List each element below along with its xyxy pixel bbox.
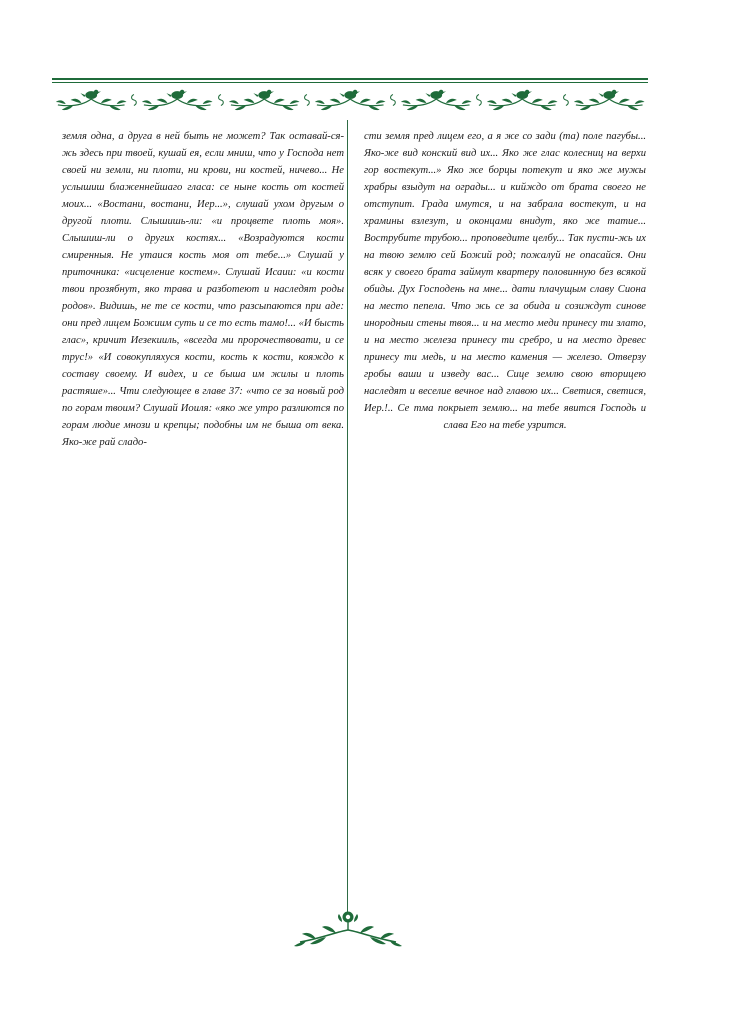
scroll-separator-icon xyxy=(130,93,138,107)
bird-garland-icon xyxy=(397,85,475,115)
scroll-separator-icon xyxy=(217,93,225,107)
garland-row xyxy=(52,84,648,116)
column-divider xyxy=(347,120,348,920)
left-column xyxy=(62,128,344,451)
bird-garland-icon xyxy=(483,85,561,115)
border-rule-thin xyxy=(52,82,648,83)
left-column-text: земля одна, а друга в ней быть не может? Так оставай-ся-жь здесь при твоей, кушай ея, если мниш, что у Господа нет своей ни земли, ни плоти, ни крови, ни костей, ничево... Не услышиш блаженнейшаго гласа: се ныне кость от костей моих... «Востани, востани, Иер...», слушай ухом другым о другой плоти. Слышишь-ли: «и процвете плоть моя». Слышиш-ли о других костях... «Возрадуются кости смиренныя. Не утаися кость моя от тебе...» Слушай у приточника: «исцеление костем». Слушай Исаии: «и кости твои прозябнут, яко трава и разботеют и наследят роды родов». Видишь, не те се кости, что разсыпаются при аде: они пред лицем Божиим суть и се то есть тамо!... «И бысть глас», кричит Иезекииль, «всегда ми пророчествовати, и се трус!» «И совокупляхуся кости, кость к кости, кояждо к составу своему. И видех, и се быша им жилы и плоть растяше»... Чти следующее в главе 37: «что се за новый род по горам твоим? Слушай Иоиля: «яко же утро разлиются по горам людие мнози и крепцы; подобны им не быша от века. Яко-же рай сладо- xyxy=(62,131,344,448)
bird-garland-icon xyxy=(225,85,303,115)
scroll-separator-icon xyxy=(475,93,483,107)
top-ornamental-border xyxy=(52,78,648,118)
border-rule xyxy=(52,78,648,80)
bird-garland-icon xyxy=(311,85,389,115)
bird-garland-icon xyxy=(52,85,130,115)
scroll-separator-icon xyxy=(562,93,570,107)
bird-garland-icon xyxy=(570,85,648,115)
bird-garland-icon xyxy=(138,85,216,115)
floral-vignette-icon xyxy=(292,908,404,950)
scroll-separator-icon xyxy=(389,93,397,107)
right-column-text: сти земля пред лицем его, а я же со зади (та) поле пагубы... Яко-же вид конский вид их... Яко же глас колесниц на верхи гор востекут...» Яко же борцы потекут и яко же мужы храбры взыдут на ограды... и кийждо от брата своего не отступит. Града имутся, и на забрала востекут, и на храмины взлезут, и оконцами внидут, яко же татие... Вострубите трубою... проповедите целбу... Так пусти-жь их на твою землю сей Божий род; пожалуй не опасайся. Они всяк у своего брата займут квартеру половинную без всякой обиды. Дух Господень на мне... дати плачущым славу Сиона на место пепела. Что жь се за обида и созиждут синове инородныи стены твоя... и на место меди принесу ти злато, и на место железа принесу ти сребро, и на место древес принесу ти медь, и на место камения — железо. Отверзу гробы ваши и изведу вас... Сице землю свою вторицею наследят и веселие вечное над главою их... Светися, светися, Иер.!.. Се тма покрыет землю... на тебе явится Господь и слава Его на тебе узрится. xyxy=(364,131,646,431)
scroll-separator-icon xyxy=(303,93,311,107)
right-column xyxy=(364,128,646,434)
